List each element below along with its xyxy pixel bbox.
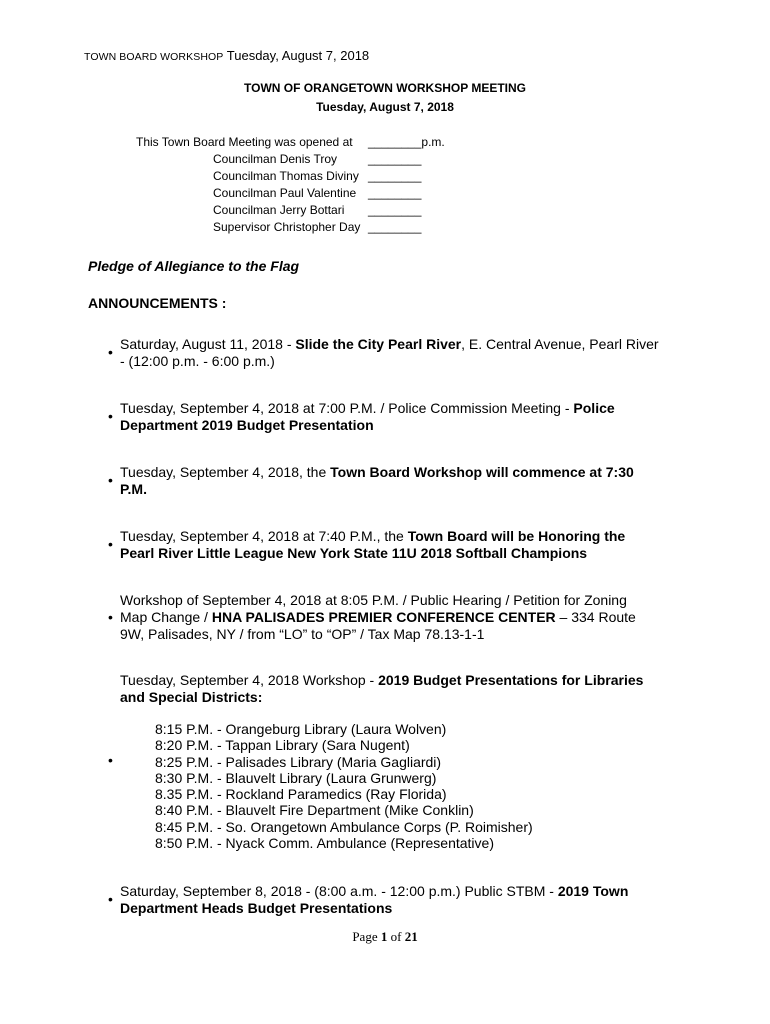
schedule-item: 8:20 P.M. - Tappan Library (Sara Nugent) <box>155 737 410 754</box>
announcement-bold-part: Town Board will be Honoring the <box>407 528 626 544</box>
roll-call-member <box>136 185 422 202</box>
announcement-text-part: Workshop of September 4, 2018 at 8:05 P.M. / Public Hearing / Petition for Zoning <box>120 592 627 608</box>
opened-time-blank <box>368 134 445 151</box>
schedule-item: 8:15 P.M. - Orangeburg Library (Laura Wolven) <box>155 721 447 737</box>
announcement-item <box>108 883 668 917</box>
announcement-item <box>108 528 668 562</box>
pledge-heading: Pledge of Allegiance to the Flag <box>88 258 300 274</box>
budget-schedule <box>155 721 533 851</box>
schedule-item: 8:50 P.M. - Nyack Comm. Ambulance (Representative) <box>155 835 494 852</box>
schedule-item: 8:25 P.M. - Palisades Library (Maria Gagliardi) <box>155 753 442 770</box>
member-name: Councilman Paul Valentine <box>213 186 357 200</box>
roll-call-member <box>136 202 422 219</box>
announcement-text <box>120 336 668 370</box>
announcement-item <box>108 592 668 643</box>
member-name: Councilman Thomas Diviny <box>213 169 359 183</box>
announcement-bold-part: Pearl River Little League New York State 11U 2018 Softball Champions <box>120 545 588 561</box>
announcement-text <box>120 464 668 498</box>
member-blank: ________ <box>368 220 422 234</box>
header-date: Tuesday, August 7, 2018 <box>226 48 370 63</box>
roll-call-member <box>136 219 422 236</box>
member-name: Councilman Jerry Bottari <box>213 203 345 217</box>
announcement-bold-part: Police <box>573 400 615 416</box>
bullet-icon: • <box>108 344 113 360</box>
document-title: TOWN OF ORANGETOWN WORKSHOP MEETING <box>244 81 526 95</box>
announcement-text <box>120 528 668 562</box>
footer-current-page: 1 <box>380 929 388 944</box>
announcement-text <box>120 592 668 643</box>
member-blank: ________ <box>368 203 422 217</box>
member-name: Supervisor Christopher Day <box>213 220 361 234</box>
member-name: Councilman Denis Troy <box>213 152 338 166</box>
opened-blank-text: ________ <box>368 135 422 149</box>
roll-call-member <box>136 168 422 185</box>
schedule-item: 8:30 P.M. - Blauvelt Library (Laura Grunwerg) <box>155 769 437 786</box>
announcement-text-part: , E. Central Avenue, Pearl River <box>461 336 659 352</box>
announcement-bold-part: 2019 Town <box>557 883 629 899</box>
announcement-item <box>108 672 668 706</box>
announcement-bold-part: P.M. <box>120 481 147 497</box>
announcement-text-part: Tuesday, September 4, 2018 at 7:00 P.M. / Police Commission Meeting - <box>120 400 574 416</box>
announcement-item <box>108 464 668 498</box>
bullet-icon: • <box>108 891 113 907</box>
announcement-bold-part: Slide the City Pearl River <box>295 336 462 352</box>
announcement-text-part: - (12:00 p.m. - 6:00 p.m.) <box>120 353 275 369</box>
announcement-text-part: Tuesday, September 4, 2018 at 7:40 P.M., the <box>120 528 408 544</box>
running-header <box>84 48 369 63</box>
roll-call-opened <box>136 134 445 151</box>
announcement-bold-part: Department Heads Budget Presentations <box>120 900 393 916</box>
announcement-text-part: Tuesday, September 4, 2018, the <box>120 464 331 480</box>
page-footer <box>0 929 770 945</box>
roll-call <box>136 134 445 236</box>
bullet-icon: • <box>108 609 113 625</box>
footer-total-pages: 21 <box>404 929 418 944</box>
footer-of-word: of <box>390 929 402 944</box>
bullet-icon: • <box>108 472 113 488</box>
member-blank: ________ <box>368 186 422 200</box>
header-label: TOWN BOARD WORKSHOP <box>84 51 224 63</box>
bullet-icon: • <box>108 752 113 768</box>
announcement-text-part: Saturday, September 8, 2018 - (8:00 a.m. - 12:00 p.m.) Public STBM - <box>120 883 558 899</box>
announcement-text-part: Saturday, August 11, 2018 - <box>120 336 296 352</box>
announcement-text-part: Map Change / <box>120 609 212 625</box>
opened-prefix: This Town Board Meeting was opened at <box>136 135 353 149</box>
opened-suffix: p.m. <box>421 135 445 149</box>
member-blank: ________ <box>368 169 422 183</box>
announcement-bold-part: 2019 Budget Presentations for Libraries <box>378 672 644 688</box>
roll-call-member <box>136 151 422 168</box>
bullet-icon: • <box>108 536 113 552</box>
announcement-text-part: – 334 Route <box>555 609 636 625</box>
member-blank: ________ <box>368 152 422 166</box>
footer-page-word: Page <box>352 929 378 944</box>
schedule-item: 8.35 P.M. - Rockland Paramedics (Ray Florida) <box>155 786 447 803</box>
announcement-text-part: Tuesday, September 4, 2018 Workshop - <box>120 672 379 688</box>
document-date: Tuesday, August 7, 2018 <box>316 100 454 114</box>
announcement-text <box>120 400 668 434</box>
announcement-text-part: 9W, Palisades, NY / from “LO” to “OP” / Tax Map 78.13-1-1 <box>120 626 485 642</box>
announcements-heading: ANNOUNCEMENTS : <box>88 295 227 311</box>
announcement-text <box>120 883 668 917</box>
announcement-bold-part: Department 2019 Budget Presentation <box>120 417 374 433</box>
announcement-bold-part: Town Board Workshop will commence at 7:30 <box>330 464 634 480</box>
schedule-item: 8:45 P.M. - So. Orangetown Ambulance Corps (P. Roimisher) <box>155 818 533 835</box>
announcement-item <box>108 400 668 434</box>
announcement-bold-part: HNA PALISADES PREMIER CONFERENCE CENTER <box>211 609 556 625</box>
announcement-text <box>120 672 668 706</box>
announcement-item <box>108 336 668 370</box>
announcement-bold-part: and Special Districts: <box>120 689 263 705</box>
bullet-icon: • <box>108 408 113 424</box>
schedule-item: 8:40 P.M. - Blauvelt Fire Department (Mike Conklin) <box>155 802 474 819</box>
